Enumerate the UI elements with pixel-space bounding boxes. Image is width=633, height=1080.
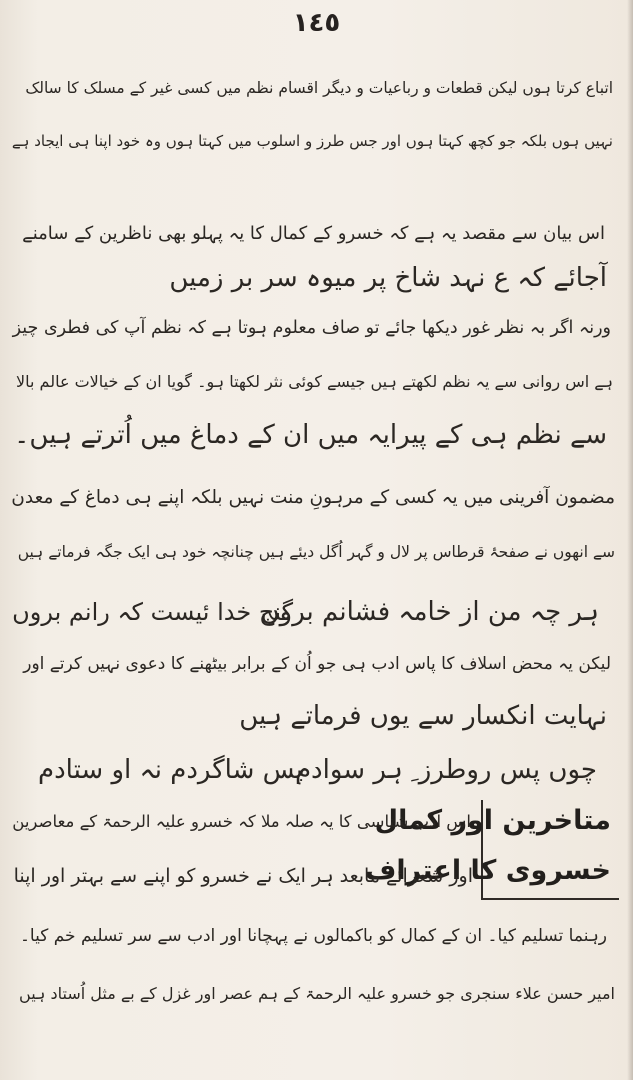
verse-2-hemistich-1: چوں پس روطرز ِ ہر سوادم [294, 755, 597, 785]
text-line-13: امیر حسن علاء سنجری جو خسرو علیہ الرحمۃ کے ہم عصر اور غزل کے بے مثل اُستاد ہیں [19, 984, 615, 1003]
margin-heading-line-2: خسروی کا اعتراف [364, 855, 611, 886]
text-line-10: لیکن یہ محض اسلاف کا پاس ادب ہی جو اُن کے برابر بیٹھنے کا دعوی نہیں کرتے اور [23, 654, 611, 674]
margin-heading-line-1: متاخرین اور کمال [374, 805, 611, 836]
verse-1-hemistich-1: ہر چہ من از خامہ فشانم بروں [260, 597, 599, 627]
text-line-11: نہایت انکسار سے یوں فرماتے ہیں [239, 701, 607, 731]
box-text-line-1: اس ادب شناسی کا یہ صلہ ملا کہ خسرو علیہ الرحمۃ کے معاصرین [12, 812, 471, 831]
text-line-1: اتباع کرتا ہوں لیکن قطعات و رباعیات و دیگر اقسام نظم میں کسی غیر کے مسلک کا سالک [25, 79, 613, 97]
page-number: ١٤٥ [292, 8, 341, 38]
text-line-4: آجائے کہ ع نہد شاخ پر میوہ سر بر زمیں [169, 263, 607, 293]
page-edge-shadow [627, 0, 633, 1080]
verse-2-hemistich-2: پس شاگردم نہ او ستادم [37, 755, 303, 785]
text-line-7: سے نظم ہی کے پیرایہ میں ان کے دماغ میں اُترتے ہیں۔ [14, 420, 607, 450]
text-line-5: ورنہ اگر بہ نظر غور دیکھا جائے تو صاف معلوم ہوتا ہے کہ نظم آپ کی فطری چیز [12, 318, 611, 338]
box-text-line-2: اور شعرائے مابعد ہر ایک نے خسرو کو اپنے سے بہتر اور اپنا [13, 865, 473, 887]
text-line-6: ہے اس روانی سے یہ نظم لکھتے ہیں جیسے کوئی نثر لکھتا ہو۔ گویا ان کے خیالات عالم بالا [16, 372, 613, 391]
text-line-12: رہنما تسلیم کیا۔ ان کے کمال کو باکمالوں نے پہچانا اور ادب سے سر تسلیم خم کیا۔ [19, 926, 607, 946]
text-line-2: نہیں ہوں بلکہ جو کچھ کہتا ہوں اور جس طرز و اسلوب میں کہتا ہوں وہ خود اپنا ہی ایجاد ہے [11, 132, 613, 150]
text-line-3: اس بیان سے مقصد یہ ہے کہ خسرو کے کمال کا یہ پہلو بھی ناظرین کے سامنے [22, 223, 605, 244]
margin-heading-box [364, 800, 619, 900]
text-line-9: سے انھوں نے صفحۂ قرطاس پر لال و گہر اُگل دیئے ہیں چنانچہ خود ہی ایک جگہ فرماتے ہیں [17, 543, 615, 561]
verse-1-hemistich-2: گنج خدا ئیست کہ رانم بروں [12, 598, 293, 626]
text-line-8: مضمون آفرینی میں یہ کسی کے مرہونِ منت نہیں بلکہ اپنے ہی دماغ کے معدن [11, 487, 615, 508]
